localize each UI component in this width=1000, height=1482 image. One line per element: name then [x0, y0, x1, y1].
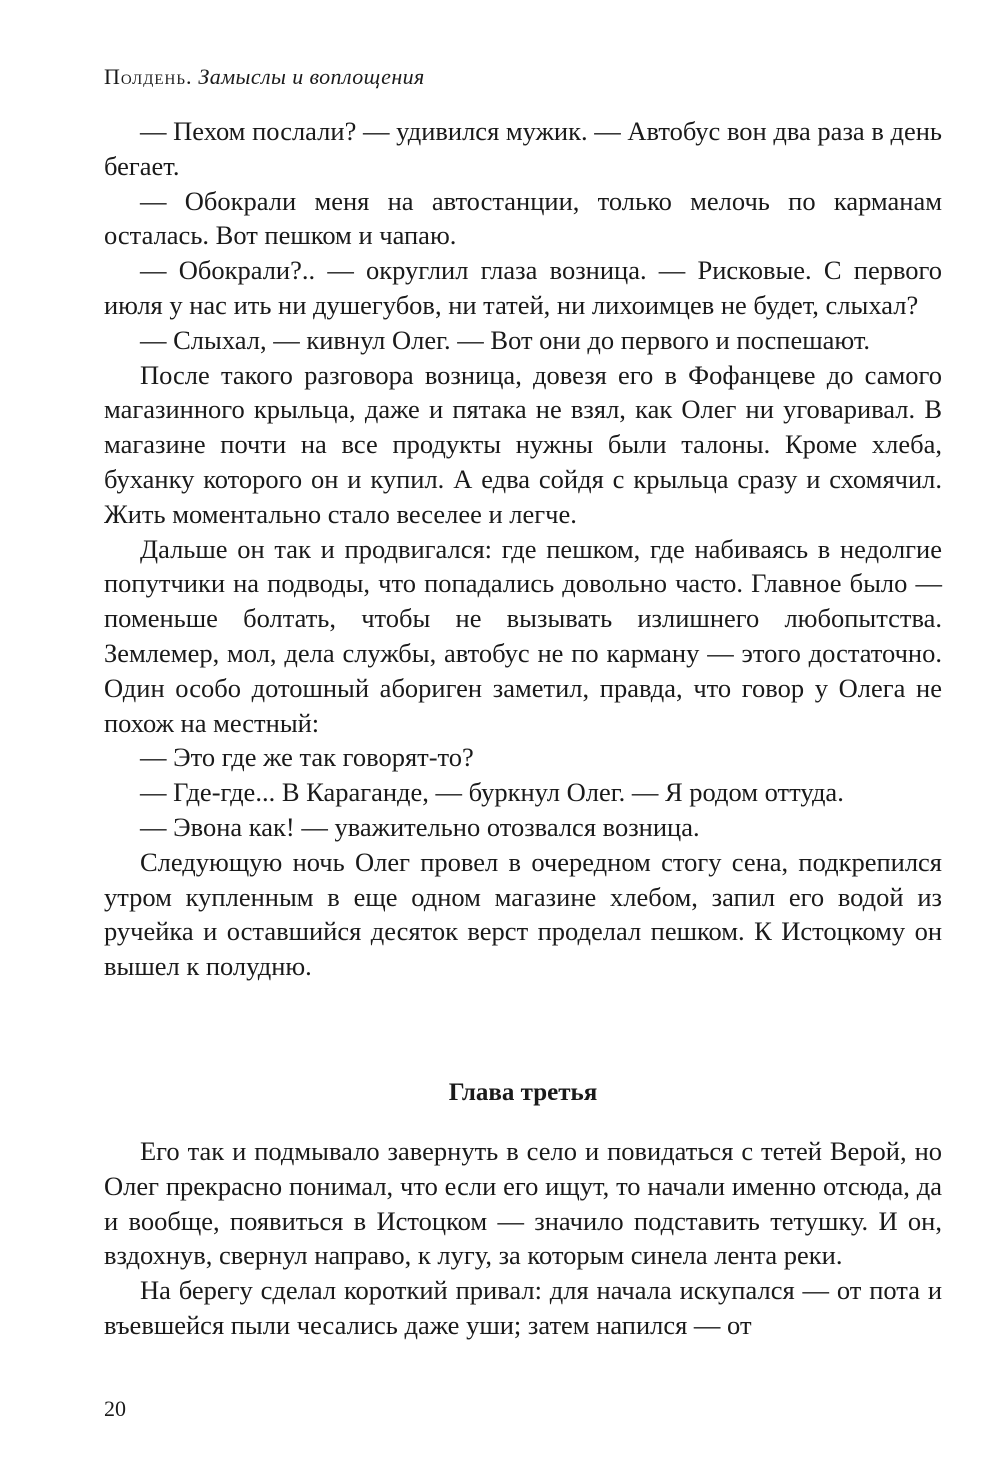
paragraph: — Пехом послали? — удивился мужик. — Автобус вон два раза в день бегает.: [104, 116, 942, 181]
paragraph: — Обокрали?.. — округлил глаза возница. — Рисковые. С первого июля у нас ить ни душегубов, ни татей, ни лихоимцев не будет, слыхал?: [104, 255, 942, 320]
paragraph: — Где-где... В Караганде, — буркнул Олег. — Я родом оттуда.: [140, 777, 844, 808]
body-text: [104, 114, 942, 984]
paragraph: Дальше он так и продвигался: где пешком, где набиваясь в недолгие попутчики на подводы, что попадались довольно часто. Главное было — поменьше болтать, чтобы не вызывать излишнего любопытства. Землемер, мол, дела службы, автобус не по карману — этого достаточно. Один особо дотошный абориген заметил, правда, что говор у Олега не похож на местный:: [104, 533, 942, 738]
paragraph: На берегу сделал короткий привал: для начала искупался — от пота и въевшейся пыли чесались даже уши; затем напился — от: [104, 1275, 942, 1340]
page-number: 20: [104, 1396, 126, 1421]
paragraph: — Слыхал, — кивнул Олег. — Вот они до первого и поспешают.: [140, 324, 871, 355]
paragraph: — Обокрали меня на автостанции, только мелочь по карманам осталась. Вот пешком и чапаю.: [104, 185, 942, 251]
running-head: [104, 62, 425, 92]
paragraph: После такого разговора возница, довезя его в Фофанцеве до самого магазинного крыльца, даже и пятака не взял, как Олег ни уговаривал. В магазине почти на все продукты нужны были талоны. Кроме хлеба, буханку которого он и купил. А едва сойдя с крыльца сразу и схомячил. Жить моментально стало веселее и легче.: [104, 359, 942, 529]
chapter-body-text: [104, 1134, 942, 1343]
running-head-title: Замыслы и воплощения: [198, 64, 425, 89]
paragraph: Его так и подмывало завернуть в село и повидаться с тетей Верой, но Олег прекрасно понимал, что если его ищут, то начали именно отсюда, да и вообще, появиться в Истоцком — значило подставить тетушку. И он, вздохнув, свернул направо, к лугу, за которым синела лента реки.: [104, 1136, 942, 1271]
running-head-section: Полдень.: [104, 64, 193, 89]
paragraph: — Это где же так говорят-то?: [140, 742, 474, 773]
paragraph: Следующую ночь Олег провел в очередном стогу сена, подкрепился утром купленным в еще одном магазине хлебом, запил его водой из ручейка и оставшийся десяток верст проделал пешком. К Истоцкому он вышел к полудню.: [104, 846, 942, 982]
paragraph: — Эвона как! — уважительно отозвался возница.: [140, 811, 700, 842]
chapter-title: Глава третья: [448, 1079, 598, 1106]
